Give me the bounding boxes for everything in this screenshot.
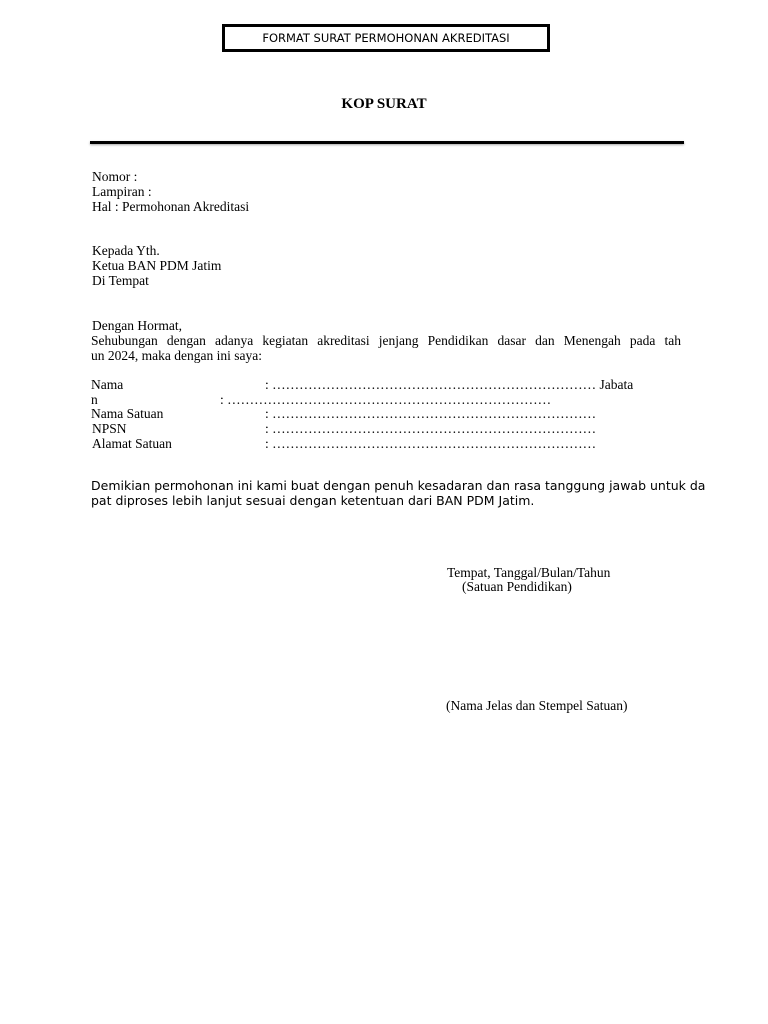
closing-line-1: Demikian permohonan ini kami buat dengan penuh kesadaran dan rasa tanggung jawab untuk da — [91, 478, 706, 493]
kop-surat-title: KOP SURAT — [341, 96, 427, 112]
intro-line-2: un 2024, maka dengan ini saya: — [91, 348, 262, 363]
kepada-line: Kepada Yth. — [92, 243, 160, 258]
nama-label: Nama — [91, 377, 124, 392]
closing-line-2: pat diproses lebih lanjut sesuai dengan ketentuan dari BAN PDM Jatim. — [91, 493, 535, 508]
npsn-value: : ……………………………………………………………… — [265, 421, 597, 436]
lampiran-line: Lampiran : — [92, 184, 152, 199]
npsn-label: NPSN — [92, 421, 127, 436]
nomor-line: Nomor : — [92, 169, 138, 184]
letterhead-divider — [90, 141, 684, 144]
intro-line-1: Sehubungan dengan adanya kegiatan akreditasi jenjang Pendidikan dasar dan Menengah pada tah — [91, 333, 681, 348]
name-stamp-line: (Nama Jelas dan Stempel Satuan) — [446, 698, 628, 713]
alamat-value: : ……………………………………………………………… — [265, 436, 597, 451]
nama-value: : ……………………………………………………………… Jabata — [265, 377, 634, 392]
salam-line: Dengan Hormat, — [92, 318, 182, 333]
satuan-value: : ……………………………………………………………… — [265, 406, 597, 421]
institution-line: (Satuan Pendidikan) — [462, 579, 572, 594]
tempat-line: Di Tempat — [92, 273, 149, 288]
format-title: FORMAT SURAT PERMOHONAN AKREDITASI — [262, 31, 510, 45]
satuan-label: Nama Satuan — [91, 406, 164, 421]
jabatan-value: : ……………………………………………………………… — [220, 392, 552, 407]
hal-line: Hal : Permohonan Akreditasi — [92, 199, 250, 214]
alamat-label: Alamat Satuan — [92, 436, 172, 451]
ketua-line: Ketua BAN PDM Jatim — [92, 258, 222, 273]
format-title-box — [222, 24, 550, 52]
place-date-line: Tempat, Tanggal/Bulan/Tahun — [447, 565, 611, 580]
jabatan-wrap: n — [91, 392, 98, 407]
